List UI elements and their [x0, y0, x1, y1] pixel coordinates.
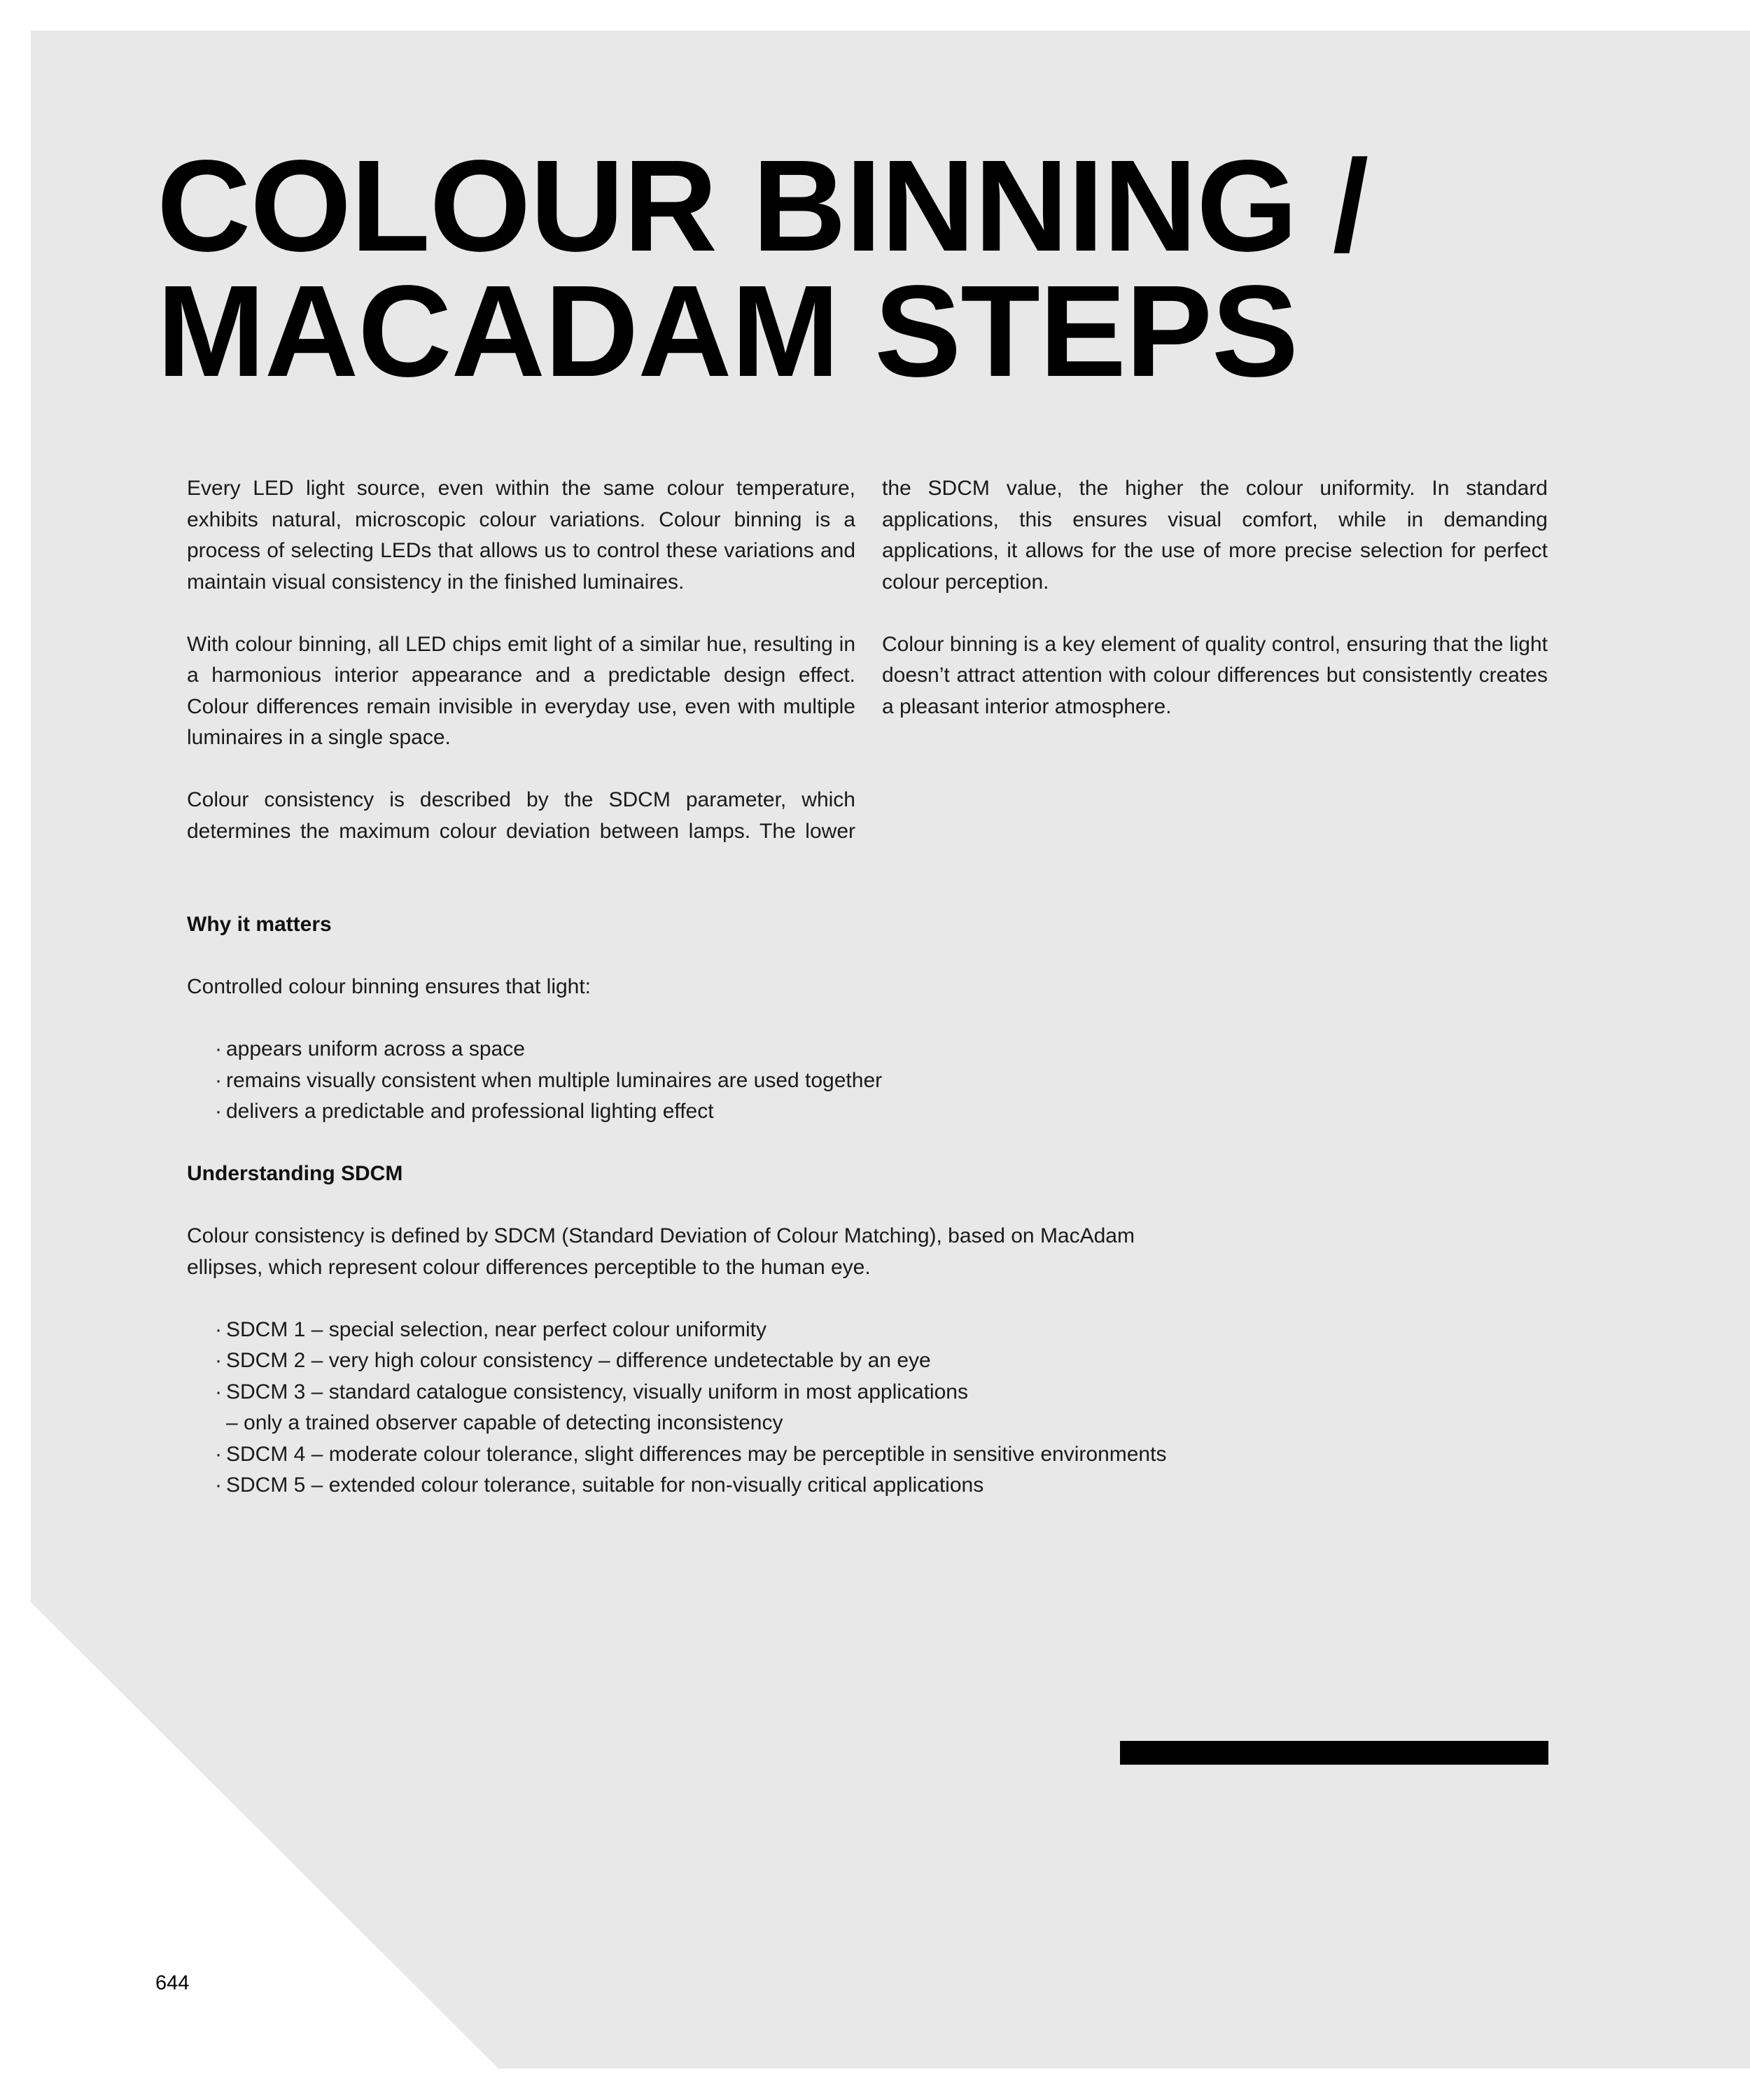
list-item: [215, 1065, 1517, 1097]
list-item-text: SDCM 3 – standard catalogue consistency, visually uniform in most applications: [226, 1380, 968, 1404]
bullet-icon: ·: [215, 1442, 222, 1466]
sdcm-list: [187, 1315, 1517, 1502]
list-item: [215, 1470, 1517, 1502]
page-number: 644: [155, 1972, 190, 1994]
paragraph: Every LED light source, even within the same colour temperature, exhibits natural, microscopic colour variations. Colour binning is a process of selecting LEDs that allows us to control these variations and maintain visual consistency in the finished luminaires.: [187, 477, 855, 594]
list-item-continuation: [215, 1408, 1517, 1439]
bullet-icon: ·: [215, 1100, 222, 1123]
section-heading-understanding-sdcm: Understanding SDCM: [187, 1162, 403, 1185]
list-item-text: delivers a predictable and professional lighting effect: [226, 1100, 714, 1123]
left-text-column: [187, 473, 855, 878]
decorative-black-bar: [1120, 1741, 1548, 1765]
page-title: [157, 134, 1368, 404]
list-item: [215, 1377, 1517, 1408]
right-text-column: [882, 473, 1548, 754]
list-item: [215, 1439, 1517, 1471]
list-item: [215, 1345, 1517, 1377]
list-item: [215, 1315, 1517, 1346]
bullet-icon: ·: [215, 1037, 222, 1060]
section-heading-why-it-matters: Why it matters: [187, 913, 332, 936]
list-item-text: SDCM 2 – very high colour consistency – difference undetectable by an eye: [226, 1349, 931, 1372]
bullet-icon: ·: [215, 1349, 222, 1372]
bullet-icon: ·: [215, 1068, 222, 1092]
section-intro: Controlled colour binning ensures that light:: [187, 975, 592, 998]
paragraph: With colour binning, all LED chips emit light of a similar hue, resulting in a harmonious interior appearance and a predictable design effect. Colour differences remain invisible in everyday use, even with multiple luminaires in a single space.: [187, 632, 855, 749]
list-item-text: SDCM 4 – moderate colour tolerance, slight differences may be perceptible in sensitive environments: [226, 1442, 1167, 1466]
list-item: [215, 1096, 1517, 1128]
list-item-text: SDCM 1 – special selection, near perfect colour uniformity: [226, 1317, 767, 1341]
bullet-icon: ·: [215, 1317, 222, 1341]
list-item-text: appears uniform across a space: [226, 1037, 525, 1060]
paragraph: Colour binning is a key element of quality control, ensuring that the light doesn’t attract attention with colour differences but consistently creates a pleasant interior atmosphere.: [882, 632, 1548, 718]
paragraph: the SDCM value, the higher the colour uniformity. In standard applications, this ensures visual comfort, while in demanding applications, it allows for the use of more precise selection for perfect colour perception.: [882, 477, 1548, 594]
details-section: [187, 909, 1517, 1532]
list-item-text: remains visually consistent when multiple luminaires are used together: [226, 1068, 883, 1092]
bullet-icon: ·: [215, 1474, 222, 1497]
section-intro: Colour consistency is defined by SDCM (Standard Deviation of Colour Matching), based on MacAdam ellipses, which represent colour differences perceptible to the human eye.: [187, 1224, 1135, 1279]
title-line-2: MACADAM STEPS: [157, 259, 1298, 404]
bullet-icon: ·: [215, 1380, 222, 1404]
title-line-1: COLOUR BINNING /: [157, 134, 1368, 279]
list-item: [215, 1034, 1517, 1065]
paragraph: Colour consistency is described by the SDCM parameter, which determines the maximum colour deviation between lamps. The lower: [187, 788, 855, 843]
bullet-list: [187, 1034, 1517, 1128]
list-item-text: – only a trained observer capable of detecting inconsistency: [226, 1411, 783, 1434]
list-item-text: SDCM 5 – extended colour tolerance, suitable for non-visually critical applications: [226, 1474, 984, 1497]
